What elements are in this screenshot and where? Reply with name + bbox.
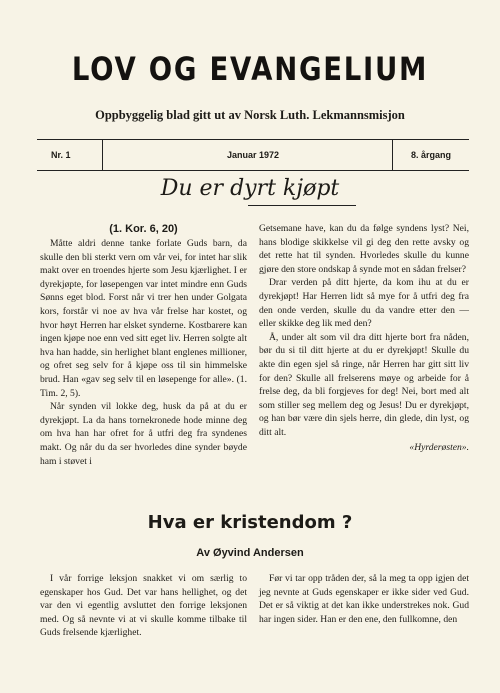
paragraph: Å, under alt som vil dra ditt hjerte bort fra nåden, bør du si til ditt hjerte at du er dyrekjøpt! Skulle du akte din egen sjel så ringe, når Herren har gitt sitt liv for den? Skulle all frelserens møye og arbeide for å frelse deg, da bli forgjeves for deg! Nei, bort med alt som stiller seg mellem deg og Jesus! Du er dyrekjøpt, og han bør være din sjels herre, din glede, din lyst, og ditt alt. [259, 331, 469, 438]
divider [392, 140, 393, 170]
article2-title: Hva er kristendom ? [147, 512, 353, 533]
paragraph: Før vi tar opp tråden der, så la meg ta opp igjen det jeg nevnte at Guds egenskaper er ikke sider ved Gud. Det er så viktig at det kan ikke understrekes nok. Gud har ingen sider. Han er den ene, den fullkomne, den [259, 573, 469, 625]
article2-column-left [40, 572, 247, 640]
paragraph: I vår forrige leksjon snakket vi om særlig to egenskaper hos Gud. Det var hans hellighet, og det var den vi egentlig avsluttet den forrige leksjonen med. Og så nevnte vi at vi skulle komme tilbake til Guds frelsende kjærlighet. [40, 573, 247, 639]
issue-number: Nr. 1 [51, 150, 71, 160]
bible-reference: (1. Kor. 6, 20) [109, 223, 178, 235]
volume-label: 8. årgang [410, 150, 451, 160]
paragraph: Måtte aldri denne tanke forlate Guds barn, da skulle den bli sterkt vern om vår vei, for intet har slik makt over en troendes hjerte som Jesu kjærlighet. I er dyrekjøpte, for løsepengen var intet mindre enn Guds Sønns eget blod. Forst når vi trer hen under Golgata kors, forstår vi noe av hva vår frelse har kostet, og hvor høyt Herren har elsket synderne. Kostbarere kan ingen kjøpe noe enn ved sitt eget liv. Herren solgte alt hva han hadde, sin herlighet blant englenes millioner, og ofret seg selv for å kjøpe oss til sin himmelske brud. Han «gav seg selv til en løsepenge for alle». (1. Tim. 2, 5). [40, 238, 247, 399]
paragraph: Når synden vil lokke deg, husk da på at du er dyrekjøpt. La da hans tornekronede hode minne deg om hva han har ofret for å utfri deg fra syndenes makt. Og når du da ser hvorledes dine synder bøyde ham i støvet i [40, 401, 247, 467]
article1-column-left [40, 222, 247, 468]
masthead-subtitle: Oppbyggelig blad gitt ut av Norsk Luth. Lekmannsmisjon [95, 108, 405, 122]
article2-column-right [259, 572, 469, 626]
source-credit: «Hyrderøsten». [409, 441, 469, 453]
masthead-title: LOV OG EVANGELIUM [71, 50, 429, 88]
paragraph: Drar verden på ditt hjerte, da kom ihu at du er dyrekjøpt! Har Herren lidt så mye for å utfri deg fra den onde verden, skulle du da vandre etter den — eller skikke deg lik med den? [259, 277, 469, 330]
issue-info-bar [37, 139, 469, 171]
article2-author: Av Øyvind Andersen [196, 547, 304, 559]
article-title: Du er dyrt kjøpt [160, 176, 340, 201]
title-underline [248, 205, 356, 206]
article1-column-right [259, 222, 469, 454]
issue-date: Januar 1972 [226, 150, 280, 160]
paragraph: Getsemane have, kan du da følge syndens lyst? Nei, hans blodige skikkelse vil gi deg den rette avsky og det rette hat til synden. Hvorledes skulle du kunne gjøre den store ondskap å synde mot en sådan frelser? [259, 223, 469, 275]
